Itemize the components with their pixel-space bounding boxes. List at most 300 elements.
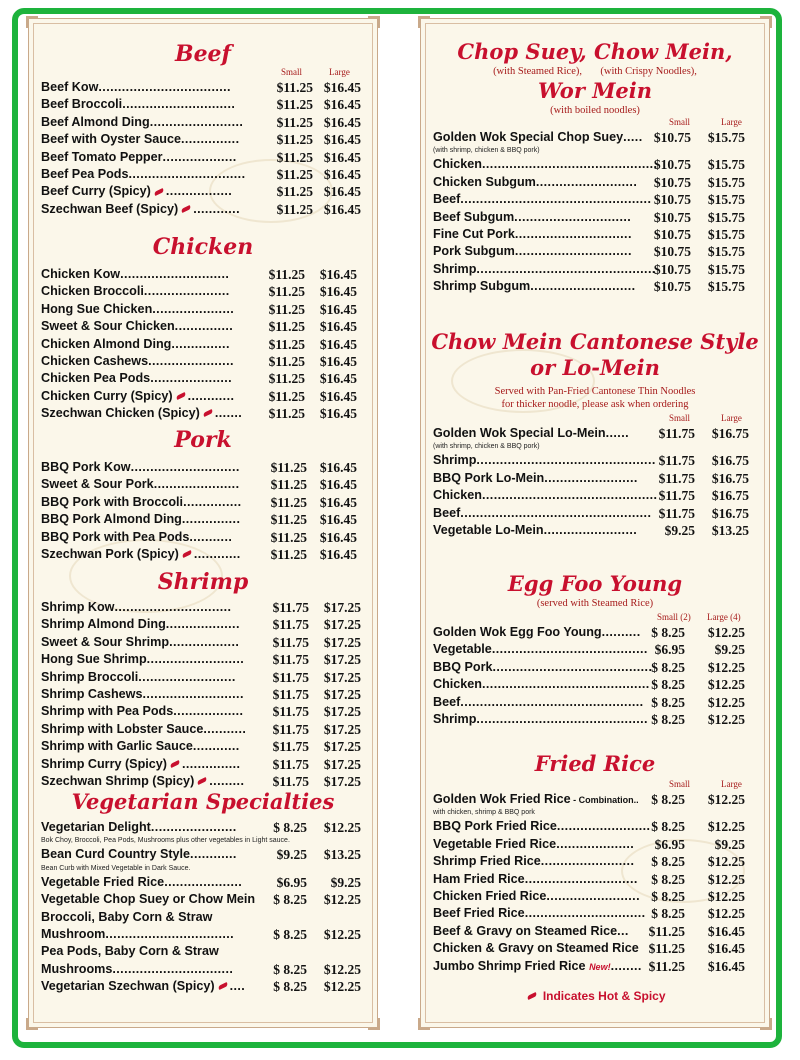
dot-leader: .............................................. <box>476 453 656 468</box>
menu-item-label: Fine Cut Pork <box>433 226 515 241</box>
menu-item-name <box>41 721 246 738</box>
dot-leader: ................................................. <box>460 505 652 520</box>
price-small: $ 8.25 <box>651 659 685 675</box>
chili-pepper-icon <box>175 392 186 400</box>
menu-item-label: Shrimp Cashews <box>41 686 143 701</box>
dot-leader: ............................ <box>120 267 230 281</box>
price-small: $10.75 <box>653 209 691 225</box>
fried-rice-title: Fried Rice <box>534 751 656 776</box>
price-small: $11.25 <box>268 371 305 387</box>
wor-mein-subtitle: (with boiled noodles) <box>550 105 640 116</box>
menu-item <box>421 452 769 469</box>
menu-item-label: BBQ Pork Kow <box>41 460 131 474</box>
menu-item-label: Shrimp Almond Ding <box>41 617 166 632</box>
menu-item-label: Shrimp Broccoli <box>41 669 139 684</box>
menu-item-label: Golden Wok Special Chop Suey <box>433 130 624 144</box>
menu-item <box>29 669 377 686</box>
menu-item <box>29 819 377 836</box>
price-small: $11.75 <box>272 773 309 789</box>
menu-item-name <box>433 425 629 442</box>
price-small: $11.75 <box>658 470 695 486</box>
menu-item-label: Chicken Fried Rice <box>433 888 547 903</box>
size-small-label: Small <box>669 117 691 127</box>
menu-item <box>29 738 377 755</box>
menu-item-name <box>433 888 640 905</box>
dot-leader: .......... <box>601 625 641 639</box>
price-small: $10.75 <box>653 244 691 260</box>
menu-item-label: Beef <box>433 694 461 709</box>
lo-mein-sub1: Served with Pan-Fried Cantonese Thin Noodles <box>494 386 696 397</box>
dot-leader: ................................................. <box>460 192 652 207</box>
price-small: $11.25 <box>268 301 305 317</box>
menu-item <box>29 370 377 387</box>
dot-leader: .............................. <box>514 244 632 259</box>
price-large: $13.25 <box>323 847 361 863</box>
menu-item-label: Ham Fried Rice <box>433 871 525 886</box>
menu-item-label: Beef Pea Pods <box>41 166 129 181</box>
menu-item-name <box>433 818 650 835</box>
menu-item <box>421 226 769 243</box>
menu-item-name <box>433 676 650 693</box>
menu-item-label: Hong Sue Chicken <box>41 301 153 316</box>
menu-item <box>421 958 769 975</box>
price-small: $ 8.25 <box>651 888 685 904</box>
dot-leader: ........................ <box>544 470 638 485</box>
menu-item-name <box>433 871 638 888</box>
menu-item-label: BBQ Pork Lo-Mein <box>433 470 545 485</box>
menu-item-label: Vegetarian Delight <box>41 820 151 834</box>
price-large: $12.25 <box>323 892 361 908</box>
menu-item <box>421 888 769 905</box>
menu-item <box>29 476 377 493</box>
menu-item <box>421 505 769 522</box>
menu-item-label: Vegetable Lo-Mein <box>433 522 544 537</box>
menu-item <box>421 659 769 676</box>
dot-leader: .................................. <box>98 80 231 94</box>
price-large: $16.45 <box>323 149 361 165</box>
combination-label: - Combination.. <box>570 795 639 805</box>
price-large: $17.25 <box>323 756 361 772</box>
dot-leader: .................... <box>556 836 635 851</box>
menu-item-label: Shrimp <box>433 711 477 726</box>
menu-item-name <box>433 624 641 641</box>
price-small: $6.95 <box>654 836 685 852</box>
dot-leader: ............................. <box>524 871 638 886</box>
price-small: $11.25 <box>270 512 307 528</box>
menu-item-label: Vegetable Fried Rice <box>41 874 165 889</box>
price-large: $12.25 <box>707 694 745 710</box>
price-small: $ 8.25 <box>651 792 685 807</box>
egg-foo-size-header <box>421 612 769 624</box>
menu-item-label: Bean Curd Country Style <box>41 847 191 862</box>
menu-item-label: Szechwan Beef (Spicy) <box>41 201 179 216</box>
chop-suey-section <box>421 39 769 296</box>
dot-leader: ................. <box>165 184 233 199</box>
lo-mein-section <box>421 329 769 539</box>
dot-leader: ........ <box>610 958 642 973</box>
price-small: $11.25 <box>268 267 305 282</box>
menu-item <box>29 166 377 183</box>
price-large: $17.25 <box>323 669 361 685</box>
vegetarian-title: Vegetarian Specialties <box>71 789 335 814</box>
chili-pepper-icon <box>197 777 208 785</box>
lo-mein-title-2: or Lo-Mein <box>530 355 660 380</box>
menu-item-label: Sweet & Sour Chicken <box>41 319 175 334</box>
dot-leader: ............................... <box>112 961 234 976</box>
menu-item-label: Shrimp with Garlic Sauce <box>41 739 193 754</box>
chicken-title: Chicken <box>152 234 254 260</box>
menu-item <box>29 891 377 908</box>
price-large: $17.25 <box>323 652 361 668</box>
price-large: $12.25 <box>707 871 745 887</box>
menu-item-name <box>41 459 240 476</box>
price-large: $16.75 <box>711 505 749 521</box>
dot-leader: ...................... <box>150 820 237 834</box>
menu-item-name <box>41 266 229 283</box>
price-large: $9.25 <box>714 836 745 852</box>
menu-item-label: Beef Broccoli <box>41 97 123 112</box>
menu-item-label: Mushroom <box>41 926 106 941</box>
menu-item-name <box>41 686 244 703</box>
menu-item-name <box>433 209 631 226</box>
menu-item-name <box>41 546 241 563</box>
menu-item-label: Vegetarian Szechwan (Spicy) <box>41 979 215 994</box>
menu-item-name <box>41 318 233 335</box>
dot-leader: ............................................. <box>482 157 658 172</box>
left-menu-panel <box>28 18 378 1028</box>
menu-item <box>29 459 377 476</box>
menu-item <box>29 353 377 370</box>
dot-leader: ........... <box>189 529 233 544</box>
menu-item <box>421 818 769 835</box>
price-small: $ 8.25 <box>651 819 685 835</box>
menu-item-name <box>433 659 652 676</box>
price-large: $16.45 <box>319 388 357 404</box>
menu-item-name <box>41 599 231 616</box>
price-small: $ 8.25 <box>651 871 685 887</box>
menu-item-name <box>41 96 235 113</box>
menu-item <box>421 836 769 853</box>
menu-item <box>29 686 377 703</box>
menu-item-name <box>41 961 233 978</box>
price-small: $11.75 <box>272 739 309 755</box>
price-small: $9.25 <box>276 847 307 863</box>
price-small: $11.25 <box>276 114 313 130</box>
menu-item-name <box>41 634 239 651</box>
menu-item-label: Beef Kow <box>41 80 99 94</box>
menu-item <box>421 174 769 191</box>
menu-item-name <box>41 166 245 183</box>
price-large: $12.25 <box>323 926 361 942</box>
menu-item-name <box>433 853 634 870</box>
dot-leader: .................. <box>169 634 240 649</box>
menu-item-label: Chicken Pea Pods <box>41 371 151 386</box>
price-large: $16.45 <box>319 319 357 335</box>
menu-item-name <box>41 283 230 300</box>
menu-item-name <box>41 201 240 218</box>
chili-pepper-icon <box>154 188 165 196</box>
menu-item-name <box>41 114 243 131</box>
dot-leader: ........................ <box>149 114 244 129</box>
chop-suey-sub-crispy: (with Crispy Noodles), <box>600 66 697 77</box>
menu-item-label: Chicken Cashews <box>41 353 149 368</box>
price-large: $16.45 <box>319 494 357 510</box>
dot-leader: ............ <box>187 388 235 403</box>
size-large-label: Large <box>721 117 742 127</box>
menu-item-label: Chicken <box>433 157 482 172</box>
menu-item-name <box>433 129 643 146</box>
price-large: $16.45 <box>707 923 745 939</box>
size-large-label: Large <box>721 779 742 789</box>
price-small: $11.75 <box>272 756 309 772</box>
menu-item-label: Beef & Gravy on Steamed Rice <box>433 923 618 938</box>
price-large: $12.25 <box>707 625 745 640</box>
menu-item-name <box>433 694 644 711</box>
menu-item <box>29 318 377 335</box>
price-small: $11.75 <box>272 634 309 650</box>
menu-item-label: Broccoli, Baby Corn & Straw <box>41 909 213 924</box>
egg-foo-young-title: Egg Foo Young <box>507 571 683 596</box>
menu-item <box>29 529 377 546</box>
dot-leader: ........................... <box>530 279 636 294</box>
dot-leader: ............... <box>181 512 241 527</box>
menu-item-label: Sweet & Sour Shrimp <box>41 634 170 649</box>
menu-item-name <box>41 405 242 422</box>
price-small: $11.25 <box>270 477 307 493</box>
menu-item-label: Chicken Curry (Spicy) <box>41 388 173 403</box>
menu-item-name <box>41 773 244 790</box>
price-small: $ 8.25 <box>651 694 685 710</box>
price-large: $12.25 <box>707 677 745 693</box>
menu-item <box>421 191 769 208</box>
price-large: $16.45 <box>707 941 745 957</box>
menu-item-name <box>433 452 656 469</box>
menu-item-name <box>433 836 634 853</box>
menu-item-name <box>433 174 637 191</box>
pork-title: Pork <box>174 427 232 453</box>
price-large: $9.25 <box>714 642 745 658</box>
menu-item <box>29 874 377 891</box>
price-large: $12.25 <box>707 819 745 835</box>
price-large: $12.25 <box>323 820 361 835</box>
menu-item <box>29 599 377 616</box>
price-small: $11.25 <box>276 201 313 217</box>
menu-item-name <box>41 819 237 836</box>
menu-item-name <box>433 470 638 487</box>
menu-item-label: BBQ Pork with Pea Pods <box>41 529 190 544</box>
menu-item-name <box>41 183 232 200</box>
price-large: $15.75 <box>707 226 745 242</box>
price-small: $11.75 <box>272 704 309 720</box>
dot-leader: ................... <box>165 617 240 632</box>
price-small: $11.25 <box>276 80 313 95</box>
price-small: $ 8.25 <box>651 854 685 870</box>
menu-item-label: Shrimp Kow <box>41 600 115 614</box>
price-large: $16.45 <box>319 406 357 422</box>
chili-pepper-icon <box>181 550 192 558</box>
menu-item-label: Pork Subgum <box>433 244 515 259</box>
menu-item <box>29 756 377 773</box>
menu-item-label: Beef Tomato Pepper <box>41 149 163 164</box>
menu-item-label: Shrimp with Lobster Sauce <box>41 721 204 736</box>
dot-leader: ........................................ <box>491 642 648 657</box>
price-large: $17.25 <box>323 686 361 702</box>
spicy-legend <box>421 989 769 1003</box>
lo-mein-title: Chow Mein Cantonese Style <box>431 329 759 354</box>
menu-item-label: Beef Curry (Spicy) <box>41 184 151 199</box>
dot-leader: ...... <box>605 426 630 440</box>
menu-item <box>29 114 377 131</box>
dot-leader: .............................................. <box>476 261 656 276</box>
menu-item <box>421 261 769 278</box>
menu-item-label: Beef Subgum <box>433 209 515 224</box>
menu-item-note: with chicken, shrimp & BBQ pork <box>433 809 535 817</box>
dot-leader: ............................... <box>524 906 646 921</box>
price-large: $16.45 <box>319 267 357 282</box>
price-large: $16.45 <box>319 371 357 387</box>
beef-size-header <box>29 67 377 79</box>
price-large: $17.25 <box>323 600 361 615</box>
price-large: $15.75 <box>707 279 745 295</box>
price-large: $16.75 <box>711 488 749 504</box>
price-small: $11.25 <box>270 529 307 545</box>
menu-item <box>29 546 377 563</box>
menu-item-label: Chicken <box>433 488 482 503</box>
price-small: $11.75 <box>658 505 695 521</box>
dot-leader: .............................. <box>514 209 632 224</box>
menu-item-label: Pea Pods, Baby Corn & Straw <box>41 944 219 959</box>
fried-rice-size-header <box>421 779 769 791</box>
menu-item-name <box>41 370 232 387</box>
menu-item-label: BBQ Pork Fried Rice <box>433 819 557 834</box>
menu-item <box>421 905 769 922</box>
menu-item-name <box>433 191 651 208</box>
menu-item-label: Shrimp Subgum <box>433 279 531 294</box>
size-large-label: Large <box>329 67 350 77</box>
dot-leader: ...................... <box>153 477 240 492</box>
dot-leader: ...................... <box>143 284 230 299</box>
dot-leader: .......................... <box>142 686 244 701</box>
price-large: $15.75 <box>707 174 745 190</box>
menu-item-name <box>41 301 234 318</box>
menu-item-label: BBQ Pork <box>433 659 493 674</box>
menu-item-note: Bean Curb with Mixed Vegetable in Dark Sauce. <box>41 864 191 872</box>
menu-item <box>421 487 769 504</box>
dot-leader: ................... <box>162 149 237 164</box>
menu-item <box>29 79 377 96</box>
dot-leader: .............................. <box>114 600 232 614</box>
price-small: $11.25 <box>268 284 305 300</box>
menu-item-label: BBQ Pork Almond Ding <box>41 512 182 527</box>
lo-mein-sub2: for thicker noodle, please ask when ordering <box>501 399 689 410</box>
menu-item-label: Chicken <box>433 677 482 692</box>
dot-leader: ..... <box>623 130 643 144</box>
menu-item <box>29 131 377 148</box>
price-small: $ 8.25 <box>651 906 685 922</box>
menu-item-name <box>433 522 637 539</box>
menu-item-label: Beef Almond Ding <box>41 114 150 129</box>
menu-item-name <box>41 738 240 755</box>
menu-item <box>421 470 769 487</box>
price-small: $11.25 <box>276 184 313 200</box>
dot-leader: ... <box>617 923 629 938</box>
price-large: $17.25 <box>323 634 361 650</box>
menu-item <box>29 283 377 300</box>
right-menu-panel <box>420 18 770 1028</box>
price-large: $15.75 <box>707 130 745 145</box>
dot-leader: ......... <box>209 773 245 788</box>
menu-item <box>29 961 377 978</box>
price-large: $12.25 <box>323 961 361 977</box>
menu-item-name <box>41 529 232 546</box>
price-small: $11.25 <box>648 958 685 974</box>
price-small: $ 8.25 <box>651 677 685 693</box>
price-large: $17.25 <box>323 617 361 633</box>
menu-item-name <box>41 926 234 943</box>
menu-item-label: Chicken Subgum <box>433 174 536 189</box>
dot-leader: ............... <box>171 336 230 351</box>
price-large: $16.45 <box>319 477 357 493</box>
price-small: $11.75 <box>272 652 309 668</box>
menu-item-name <box>433 261 656 278</box>
size-small-label: Small <box>669 413 691 423</box>
menu-item <box>29 201 377 218</box>
vegetarian-section <box>29 789 377 996</box>
menu-item-label: Chicken Almond Ding <box>41 336 172 351</box>
price-large: $16.45 <box>319 512 357 528</box>
price-large: $16.45 <box>319 301 357 317</box>
dot-leader: ............ <box>193 201 240 216</box>
dot-leader: ............... <box>180 132 240 147</box>
menu-item-note: Bok Choy, Broccoli, Pea Pods, Mushrooms plus other vegetables in Light sauce. <box>41 837 290 845</box>
price-large: $16.45 <box>319 353 357 369</box>
lo-mein-size-header <box>421 413 769 425</box>
menu-item <box>29 405 377 422</box>
size-large-label: Large <box>721 413 742 423</box>
menu-item-name <box>433 226 632 243</box>
menu-item <box>29 978 377 995</box>
menu-item-label: Beef with Oyster Sauce <box>41 132 181 147</box>
menu-item-name <box>41 978 245 995</box>
price-large: $16.45 <box>707 958 745 974</box>
dot-leader: ........................ <box>546 888 640 903</box>
price-large: $12.25 <box>707 792 745 807</box>
menu-item-label: Golden Wok Special Lo-Mein <box>433 426 606 440</box>
price-small: $11.25 <box>270 546 307 562</box>
dot-leader: ......................... <box>138 669 236 684</box>
menu-item-label: Golden Wok Egg Foo Young <box>433 625 602 639</box>
price-large: $15.75 <box>707 192 745 208</box>
price-small: $11.25 <box>270 494 307 510</box>
dot-leader: ............... <box>181 756 241 771</box>
menu-item <box>29 634 377 651</box>
dot-leader: ............ <box>193 546 241 561</box>
menu-item-label: Hong Sue Shrimp <box>41 652 147 667</box>
menu-item-label: Sweet & Sour Pork <box>41 477 154 492</box>
menu-item-label: Vegetable Fried Rice <box>433 836 557 851</box>
menu-item-name <box>41 669 236 686</box>
size-small-label: Small <box>669 779 691 789</box>
dot-leader: ............ <box>192 739 240 754</box>
menu-item <box>421 522 769 539</box>
menu-item-name <box>41 494 242 511</box>
price-small: $11.25 <box>268 353 305 369</box>
dot-leader: ........................ <box>556 819 651 834</box>
menu-item-label: Beef <box>433 192 461 207</box>
dot-leader: ........................ <box>540 854 635 869</box>
menu-item-label: Chicken Kow <box>41 267 121 281</box>
dot-leader: .............................. <box>128 166 246 181</box>
